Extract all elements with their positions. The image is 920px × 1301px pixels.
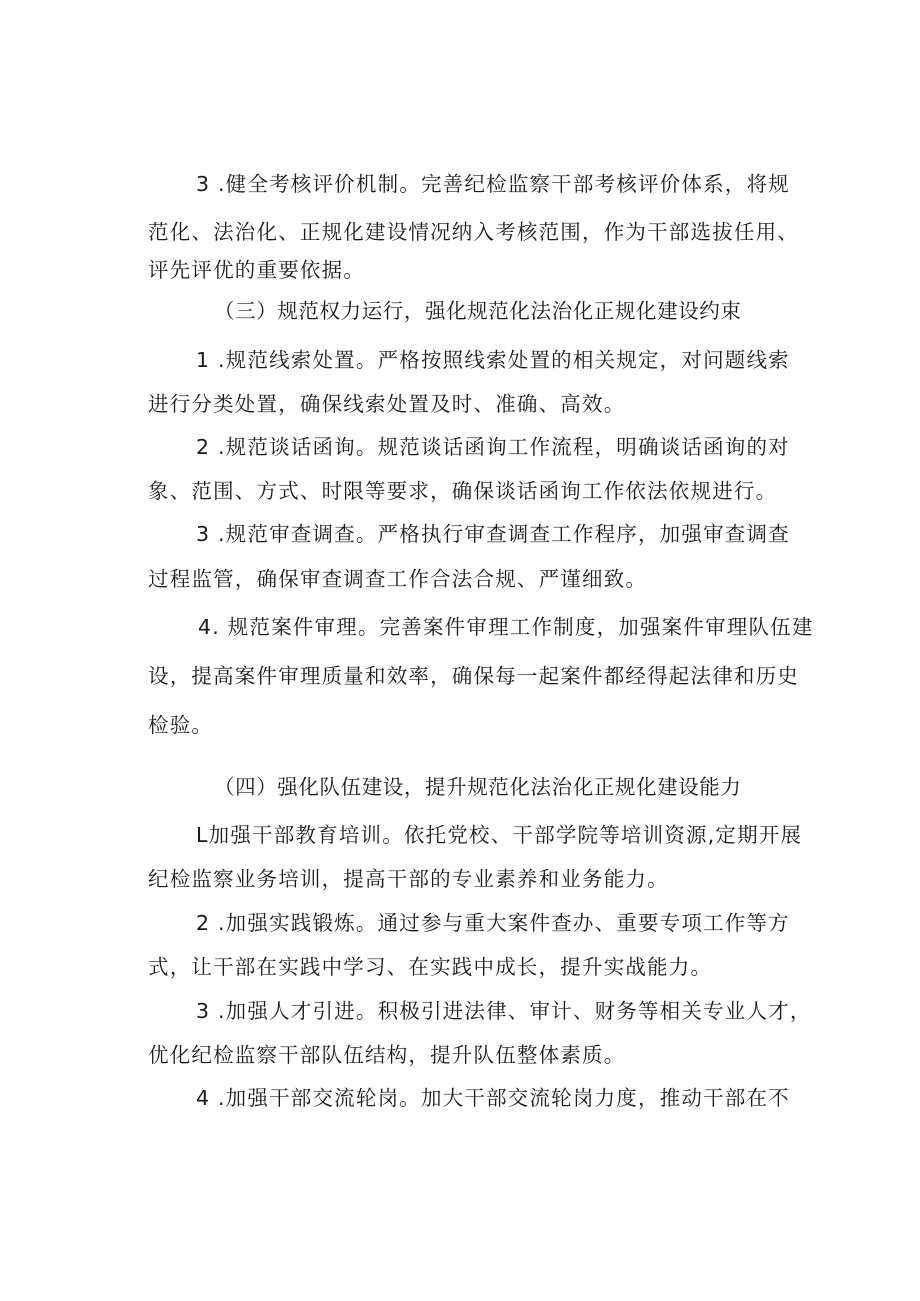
section-heading-text: （四）强化队伍建设，提升规范化法治化正规化建设能力 — [214, 775, 742, 799]
text-line: 评先评优的重要依据。 — [148, 258, 365, 282]
text-line: 3 .健全考核评价机制。完善纪检监察干部考核评价体系，将规 — [196, 172, 790, 196]
text-line: 检验。 — [148, 713, 214, 737]
text-line: 范化、法治化、正规化建设情况纳入考核范围，作为干部选拔任用、 — [148, 220, 799, 244]
text-line: 1 .规范线索处置。严格按照线索处置的相关规定，对问题线索 — [196, 348, 790, 372]
text-line: 式，让干部在实践中学习、在实践中成长，提升实战能力。 — [148, 955, 713, 979]
text-line: 4 .加强干部交流轮岗。加大干部交流轮岗力度，推动干部在不 — [196, 1086, 790, 1110]
text-line: 进行分类处置，确保线索处置及时、准确、高效。 — [148, 392, 626, 416]
text-line: 4. 规范案件审理。完善案件审理工作制度，加强案件审理队伍建 — [198, 615, 814, 639]
text-line: 象、范围、方式、时限等要求，确保谈话函询工作依法依规进行。 — [148, 479, 778, 503]
text-line: L加强干部教育培训。依托党校、干部学院等培训资源,定期开展 — [196, 823, 803, 847]
text-line: 过程监管，确保审查调查工作合法合规、严谨细致。 — [148, 567, 648, 591]
text-line: 3 .规范审查调查。严格执行审查调查工作程序，加强审查调查 — [196, 522, 790, 546]
text-line: 纪检监察业务培训，提高干部的专业素养和业务能力。 — [148, 867, 669, 891]
section-heading-text: （三）规范权力运行，强化规范化法治化正规化建设约束 — [214, 299, 742, 323]
text-line: 设，提高案件审理质量和效率，确保每一起案件都经得起法律和历史 — [148, 664, 799, 688]
text-line: 优化纪检监察干部队伍结构，提升队伍整体素质。 — [148, 1043, 626, 1067]
text-line: 3 .加强人才引进。积极引进法律、审计、财务等相关专业人才， — [196, 999, 812, 1023]
text-line: 2 .规范谈话函询。规范谈话函询工作流程，明确谈话函询的对 — [196, 435, 790, 459]
text-line: 2 .加强实践锻炼。通过参与重大案件查办、重要专项工作等方 — [196, 911, 790, 935]
